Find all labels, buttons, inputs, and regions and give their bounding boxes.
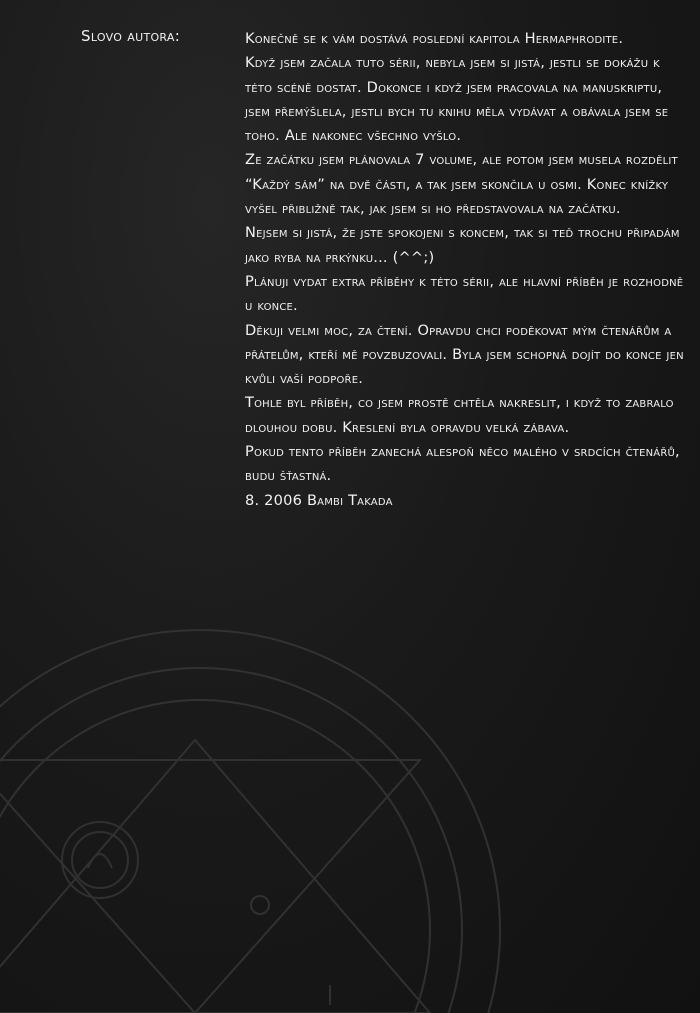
paragraph: Plánuji vydat extra příběhy k této sérii, ale hlavní příběh je rozhodně u konce. xyxy=(245,272,684,315)
paragraph: Děkuji velmi moc, za čtení. Opravdu chci poděkovat mým čtenářům a přátelům, kteří mě povzbuzovali. Byla jsem schopná dojít do konce jen kvůli vaší podpoře. xyxy=(245,321,684,388)
signature-date: 8. 2006 Bambi Takada xyxy=(245,491,393,509)
paragraph: Konečně se k vám dostává poslední kapitola Hermaphrodite. xyxy=(245,30,624,47)
paragraph: Tohle byl příběh, co jsem prostě chtěla nakreslit, i když to zabralo dlouhou dobu. Kreslení byla opravdu velká zábava. xyxy=(245,394,674,436)
author-note-text xyxy=(245,27,685,513)
paragraph: Nejsem si jistá, že jste spokojeni s koncem, tak si teď trochu připadám jako ryba na prkýnku... (^^;) xyxy=(245,224,680,266)
paragraph: Ze začátku jsem plánovala 7 volume, ale potom jsem musela rozdělit “Každý sám” na dvě části, a tak jsem skončila u osmi. Konec knížky vyšel přibližně tak, jak jsem si ho představovala na začátku. xyxy=(245,151,678,218)
paragraph: Když jsem začala tuto sérii, nebyla jsem si jistá, jestli se dokážu k této scéně dostat. Dokonce i když jsem pracovala na manuskriptu, jsem přemýšlela, jestli bych tu knihu měla vydávat a obávala jsem se toho. Ale nakonec všechno vyšlo. xyxy=(245,54,669,145)
section-label: Slovo autora: xyxy=(81,27,181,45)
paragraph: Pokud tento příběh zanechá alespoň něco malého v srdcích čtenářů, budu šťastná. xyxy=(245,443,680,485)
